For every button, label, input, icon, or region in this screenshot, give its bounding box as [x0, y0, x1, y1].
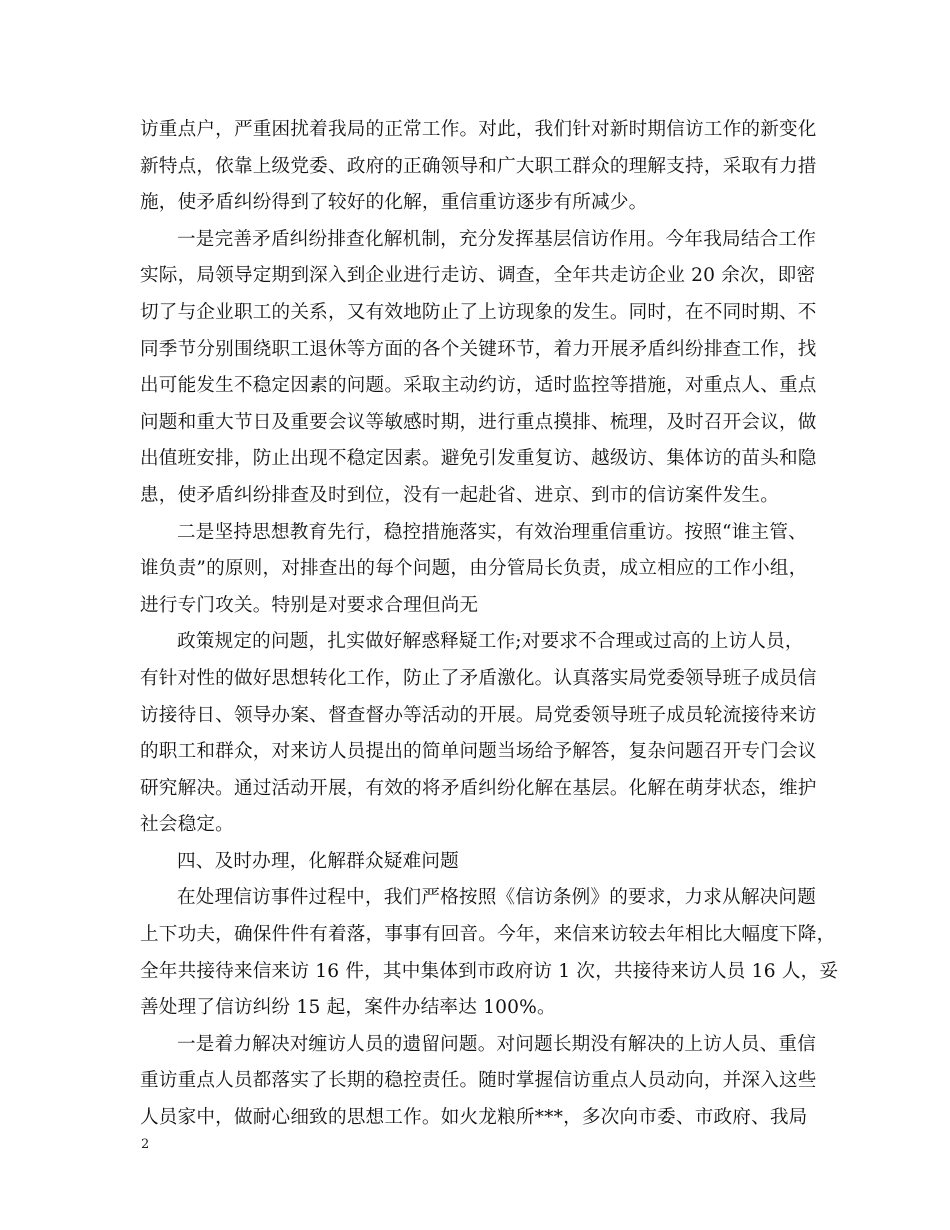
text-line: 访重点户，严重困扰着我局的正常工作。对此，我们针对新时期信访工作的新变化	[140, 119, 817, 140]
text-line: 上下功夫，确保件件有着落，事事有回音。今年，来信来访较去年相比大幅度下降，	[140, 924, 836, 946]
text-line: 一是完善矛盾纠纷排查化解机制，充分发挥基层信访作用。今年我局结合工作	[177, 228, 816, 250]
text-line: 出值班安排，防止出现不稳定因素。避免引发重复访、越级访、集体访的苗头和隐	[140, 448, 817, 470]
text-line: 社会稳定。	[140, 814, 234, 836]
text-line: 施，使矛盾纠纷得到了较好的化解，重信重访逐步有所减少。	[140, 192, 648, 214]
text-line: 重访重点人员都落实了长期的稳控责任。随时掌握信访重点人员动向，并深入这些	[140, 1070, 817, 1092]
text-line: 切了与企业职工的关系，又有效地防止了上访现象的发生。同时，在不同时期、不	[140, 301, 817, 323]
text-line: 同季节分别围绕职工退休等方面的各个关键环节，着力开展矛盾纠纷排查工作，找	[140, 338, 817, 360]
text-line: 在处理信访事件过程中，我们严格按照《信访条例》的要求，力求从解决问题	[177, 887, 816, 909]
text-line: 进行专门攻关。特别是对要求合理但尚无	[140, 594, 479, 616]
text-line: 政策规定的问题，扎实做好解惑释疑工作;对要求不合理或过高的上访人员，	[177, 631, 804, 653]
text-line: 人员家中，做耐心细致的思想工作。如火龙粮所***，多次向市委、市政府、我局	[140, 1107, 808, 1129]
text-line: 一是着力解决对缠访人员的遗留问题。对问题长期没有解决的上访人员、重信	[177, 1033, 816, 1055]
text-line: 四、及时办理，化解群众疑难问题	[177, 850, 459, 872]
text-line: 问题和重大节日及重要会议等敏感时期，进行重点摸排、梳理，及时召开会议，做	[140, 411, 817, 433]
text-line: 二是坚持思想教育先行，稳控措施落实，有效治理重信重访。按照“谁主管、	[177, 521, 807, 543]
text-line: 全年共接待来信来访 16 件，其中集体到市政府访 1 次，共接待来访人员 16 人，妥	[140, 960, 839, 982]
text-line: 出可能发生不稳定因素的问题。采取主动约访，适时监控等措施，对重点人、重点	[140, 375, 817, 397]
text-line: 访接待日、领导办案、督查督办等活动的开展。局党委领导班子成员轮流接待来访	[140, 704, 817, 726]
page-number: 2	[141, 1137, 150, 1152]
text-line: 善处理了信访纠纷 15 起，案件办结率达 100%。	[140, 997, 556, 1019]
text-line: 新特点，依靠上级党委、政府的正确领导和广大职工群众的理解支持，采取有力措	[140, 155, 817, 177]
document-body	[140, 112, 839, 1137]
text-line: 患，使矛盾纠纷排查及时到位，没有一起赴省、进京、到市的信访案件发生。	[140, 484, 779, 506]
text-line: 有针对性的做好思想转化工作，防止了矛盾激化。认真落实局党委领导班子成员信	[140, 667, 817, 689]
text-line: 研究解决。通过活动开展，有效的将矛盾纠纷化解在基层。化解在萌芽状态，维护	[140, 777, 817, 799]
text-line: 的职工和群众，对来访人员提出的简单问题当场给予解答，复杂问题召开专门会议	[140, 741, 817, 763]
text-line: 实际，局领导定期到深入到企业进行走访、调查，全年共走访企业 20 余次，即密	[140, 265, 816, 287]
text-line: 谁负责”的原则，对排查出的每个问题，由分管局长负责，成立相应的工作小组，	[140, 558, 808, 580]
